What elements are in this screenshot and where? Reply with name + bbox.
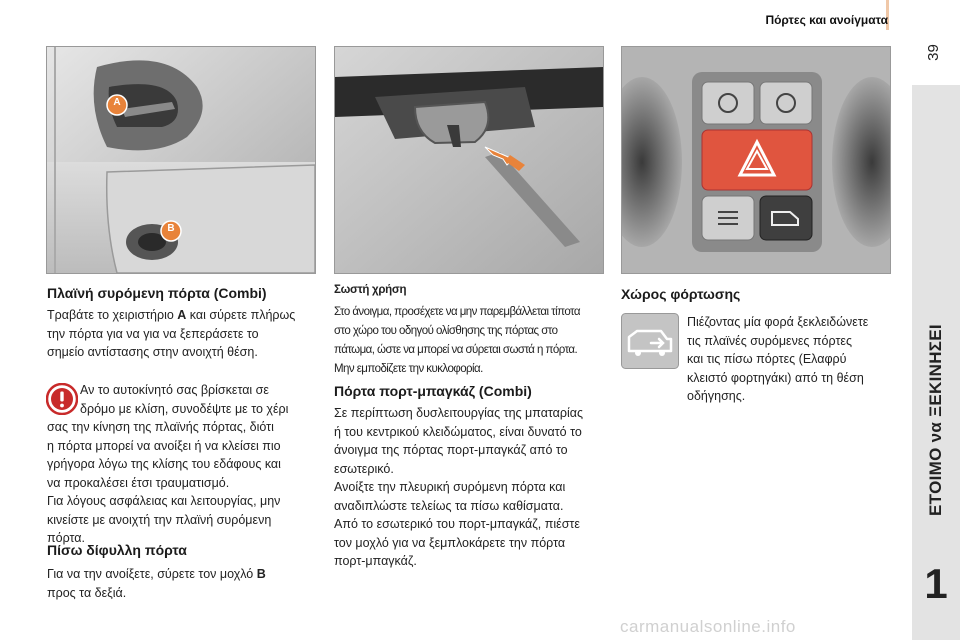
paragraph-line: σημείο αντίστασης στην ανοιχτή θέση. xyxy=(47,345,258,359)
sliding-door-paragraph xyxy=(47,306,322,362)
heading-tailgate: Πόρτα πορτ-μπαγκάζ (Combi) xyxy=(334,383,532,399)
chapter-number: 1 xyxy=(924,560,948,607)
cargo-area-paragraph xyxy=(687,313,887,406)
paragraph-line: εσωτερικό. xyxy=(334,461,394,476)
note-line: στο χώρο του οδηγού ολίσθησης της πόρτας στο xyxy=(334,325,558,337)
tailgate-paragraph xyxy=(334,404,614,571)
correct-use-note xyxy=(334,303,614,379)
subheading-correct-use: Σωστή χρήση xyxy=(334,284,407,296)
paragraph-line: τις πλαϊνές συρόμενες πόρτες xyxy=(687,333,852,348)
paragraph-line: πορτ-μπαγκάζ. xyxy=(334,554,417,568)
warning-line: δρόμο με κλίση, συνοδέψτε με το χέρι xyxy=(80,401,289,416)
cargo-lock-button xyxy=(760,196,812,240)
rear-door-paragraph xyxy=(47,565,322,602)
paragraph-line: Σε περίπτωση δυσλειτουργίας της μπαταρίας xyxy=(334,406,584,420)
paragraph-line: αναδιπλώστε τελείως τα πίσω καθίσματα. xyxy=(334,498,564,513)
paragraph-line: άνοιγμα της πόρτας πορτ-μπαγκάζ από το xyxy=(334,443,568,457)
door-rail-illustration xyxy=(335,47,603,273)
warning-line: Αν το αυτοκίνητό σας βρίσκεται σε xyxy=(80,383,269,397)
note-line: Στο άνοιγμα, προσέχετε να μην παρεμβάλλεται τίποτα xyxy=(334,306,580,318)
sliding-door-illustration xyxy=(47,47,315,273)
paragraph-line: Πιέζοντας μία φορά ξεκλειδώνετε xyxy=(687,315,869,329)
warning-paragraph xyxy=(47,381,327,548)
warning-line: γρήγορα λόγω της κλίσης του εδάφους και xyxy=(47,457,281,471)
warning-line: σας την κίνηση της πλαϊνής πόρτας, διότι xyxy=(47,420,274,434)
warning-line: η πόρτα μπορεί να ανοίξει ή να κλείσει πιο xyxy=(47,438,281,453)
cargo-lock-icon xyxy=(621,313,679,369)
paragraph-line: τον μοχλό για να ξεμπλοκάρετε την πόρτα xyxy=(334,535,566,550)
photo-dashboard-switches xyxy=(621,46,891,274)
paragraph-line: ή του κεντρικού κλειδώματος, είναι δυνατό το xyxy=(334,424,582,439)
page-number: 39 xyxy=(924,44,942,61)
paragraph-line: οδήγησης. xyxy=(687,389,746,403)
warning-line: κινείστε με ανοιχτή την πλαϊνή συρόμενη xyxy=(47,512,272,527)
photo-sliding-door xyxy=(46,46,316,274)
paragraph-line: Από το εσωτερικό του πορτ-μπαγκάζ, πιέστε xyxy=(334,517,580,531)
chapter-title: ΕΤΟΙΜΟ να ΞΕΚΙΝΗΣΕΙ xyxy=(926,324,945,516)
photo-door-rail xyxy=(334,46,604,274)
heading-cargo-area: Χώρος φόρτωσης xyxy=(621,286,741,302)
dashboard-illustration xyxy=(622,47,890,273)
label-b: B xyxy=(167,223,175,234)
paragraph-line: κλειστό φορτηγάκι) από τη θέση xyxy=(687,370,864,385)
watermark: carmanualsonline.info xyxy=(620,617,796,636)
paragraph-line: Τραβάτε το χειριστήριο A και σύρετε πλήρως xyxy=(47,308,296,322)
warning-line: πόρτα. xyxy=(47,531,85,545)
warning-line: Για λόγους ασφάλειας και λειτουργίας, μην xyxy=(47,494,281,508)
paragraph-line: την πόρτα για να για να ξεπεράσετε το xyxy=(47,326,259,341)
paragraph-line: Για να την ανοίξετε, σύρετε τον μοχλό B xyxy=(47,567,266,581)
note-line: Μην εμποδίζετε την κυκλοφορία. xyxy=(334,363,483,375)
label-a: A xyxy=(113,97,121,108)
note-line: πάτωμα, ώστε να μπορεί να σύρεται σωστά η πόρτα. xyxy=(334,344,578,356)
paragraph-line: και τις πίσω πόρτες (Ελαφρύ xyxy=(687,352,847,366)
heading-sliding-door: Πλαϊνή συρόμενη πόρτα (Combi) xyxy=(47,285,267,301)
section-title: Πόρτες και ανοίγματα xyxy=(765,13,888,27)
paragraph-line: Ανοίξτε την πλευρική συρόμενη πόρτα και xyxy=(334,480,566,494)
paragraph-line: προς τα δεξιά. xyxy=(47,585,127,600)
warning-line: να προκαλέσει έτσι τραυματισμό. xyxy=(47,475,230,490)
heading-rear-door: Πίσω δίφυλλη πόρτα xyxy=(47,542,187,558)
